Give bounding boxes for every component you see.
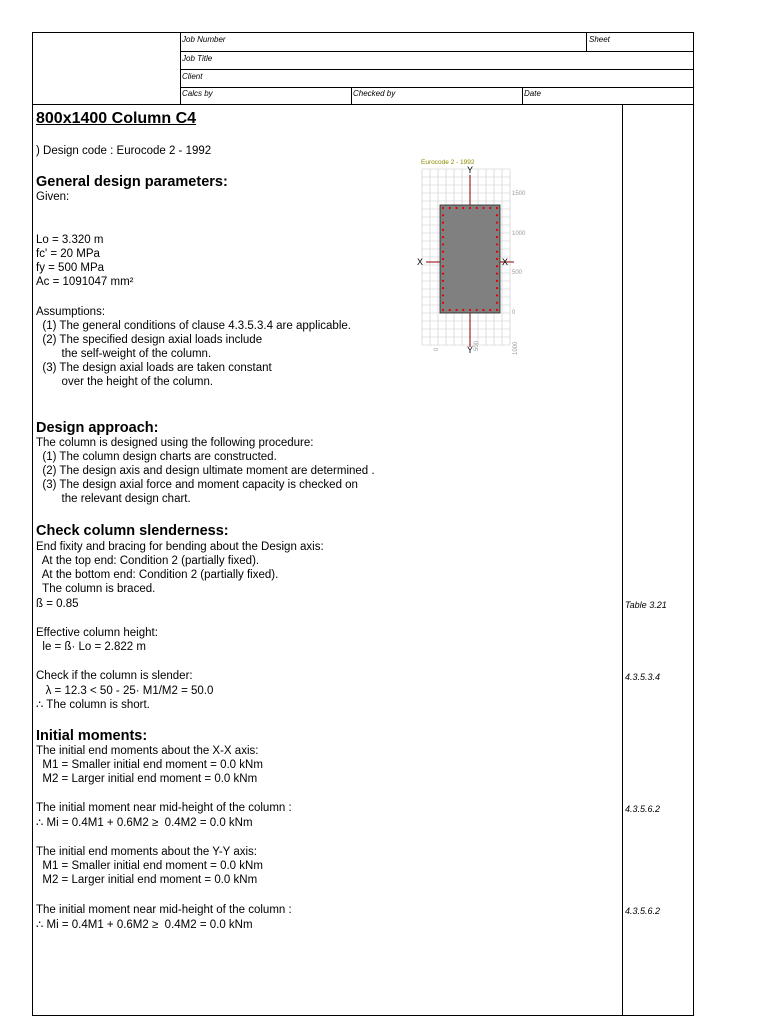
axis-y-label: Y — [467, 165, 474, 175]
rebar — [496, 221, 498, 223]
frame-checked-divider — [351, 87, 352, 105]
frame-right — [693, 32, 694, 1016]
moments-heading: Initial moments: — [36, 728, 148, 744]
ref-4-3-5-6-2-b: 4.3.5.6.2 — [625, 906, 661, 916]
column-section — [440, 205, 500, 313]
rebar — [496, 236, 498, 238]
rebar — [496, 272, 498, 274]
rebar — [469, 309, 471, 311]
xx-m2: M2 = Larger initial end moment = 0.0 kNm — [36, 773, 258, 785]
date-label: Date — [524, 89, 541, 98]
rebar — [442, 243, 444, 245]
slender-heading: Check column slenderness: — [36, 523, 229, 539]
frame-row3 — [180, 87, 694, 88]
ref-4-3-5-6-2-a: 4.3.5.6.2 — [625, 804, 661, 814]
effective-height-value: le = ß· Lo = 2.822 m — [36, 641, 146, 653]
job-number-label: Job Number — [182, 35, 226, 44]
rebar — [482, 207, 484, 209]
yy-moments-label: The initial end moments about the Y-Y axis: — [36, 846, 257, 858]
rebar — [455, 309, 457, 311]
rebar — [496, 294, 498, 296]
frame-date-divider — [522, 87, 523, 105]
rebar — [449, 309, 451, 311]
rebar — [442, 258, 444, 260]
assumption-1: (1) The general conditions of clause 4.3.5.3.4 are applicable. — [36, 320, 351, 332]
rebar — [496, 302, 498, 304]
rebar — [496, 251, 498, 253]
rebar — [496, 309, 498, 311]
rebar — [462, 309, 464, 311]
fy-value: fy = 500 MPa — [36, 262, 105, 274]
rebar — [482, 309, 484, 311]
axis-x-label-right: X — [502, 257, 509, 267]
slender-check-label: Check if the column is slender: — [36, 670, 193, 682]
approach-step-3b: the relevant design chart. — [36, 493, 191, 505]
approach-step-2: (2) The design axis and design ultimate moment are determined . — [36, 465, 375, 477]
approach-step-1: (1) The column design charts are constructed. — [36, 451, 277, 463]
rebar — [489, 309, 491, 311]
tick-right-label: 0 — [512, 310, 516, 316]
tick-right-label: 1000 — [512, 231, 526, 237]
rebar — [442, 280, 444, 282]
rebar — [442, 302, 444, 304]
tick-right-label: 500 — [512, 270, 523, 276]
approach-intro: The column is designed using the following procedure: — [36, 437, 314, 449]
lo-value: Lo = 3.320 m — [36, 234, 104, 246]
frame-bottom — [32, 1015, 694, 1016]
yy-m2: M2 = Larger initial end moment = 0.0 kNm — [36, 874, 258, 886]
job-title-label: Job Title — [182, 54, 213, 63]
top-end-line: At the top end: Condition 2 (partially fixed). — [36, 555, 260, 567]
rebar — [496, 287, 498, 289]
approach-heading: Design approach: — [36, 420, 159, 436]
frame-top — [32, 32, 694, 33]
approach-step-3: (3) The design axial force and moment capacity is checked on — [36, 479, 358, 491]
xx-m1: M1 = Smaller initial end moment = 0.0 kNm — [36, 759, 263, 771]
frame-sheet-divider — [586, 32, 587, 52]
tick-right-label: 1500 — [512, 191, 526, 197]
rebar — [442, 294, 444, 296]
mi-value-1: ∴ Mi = 0.4M1 + 0.6M2 ≥ 0.4M2 = 0.0 kNm — [36, 817, 253, 829]
rebar — [442, 287, 444, 289]
page-title: 800x1400 Column C4 — [36, 110, 197, 127]
rebar — [442, 309, 444, 311]
design-code: ) Design code : Eurocode 2 - 1992 — [36, 145, 212, 157]
rebar — [442, 229, 444, 231]
rebar — [442, 214, 444, 216]
rebar — [476, 207, 478, 209]
rebar — [442, 207, 444, 209]
rebar — [442, 265, 444, 267]
rebar — [496, 214, 498, 216]
rebar — [496, 265, 498, 267]
frame-row2 — [180, 69, 694, 70]
fc-value: fc' = 20 MPa — [36, 248, 100, 260]
mid-height-label-1: The initial moment near mid-height of the column : — [36, 802, 292, 814]
tick-bottom-label: 1000 — [513, 341, 519, 355]
assumption-3: (3) The design axial loads are taken constant — [36, 362, 272, 374]
short-column-result: ∴ The column is short. — [36, 699, 150, 711]
ac-value: Ac = 1091047 mm² — [36, 276, 134, 288]
rebar — [442, 221, 444, 223]
rebar — [462, 207, 464, 209]
calcs-by-label: Calcs by — [182, 89, 213, 98]
frame-row4 — [32, 104, 694, 105]
frame-ref-column — [622, 104, 623, 1016]
code-label: Eurocode 2 - 1992 — [421, 159, 475, 166]
assumption-2: (2) The specified design axial loads include — [36, 334, 263, 346]
checked-by-label: Checked by — [353, 89, 396, 98]
rebar — [489, 207, 491, 209]
tick-bottom-label: 500 — [474, 340, 480, 351]
braced-line: The column is braced. — [36, 583, 156, 595]
lambda-value: λ = 12.3 < 50 - 25· M1/M2 = 50.0 — [36, 685, 214, 697]
rebar — [442, 272, 444, 274]
mid-height-label-2: The initial moment near mid-height of the column : — [36, 904, 292, 916]
frame-left — [32, 32, 33, 1016]
assumption-2b: the self-weight of the column. — [36, 348, 212, 360]
rebar — [455, 207, 457, 209]
mi-value-2: ∴ Mi = 0.4M1 + 0.6M2 ≥ 0.4M2 = 0.0 kNm — [36, 919, 253, 931]
yy-m1: M1 = Smaller initial end moment = 0.0 kNm — [36, 860, 263, 872]
ref-4-3-5-3-4: 4.3.5.3.4 — [625, 672, 661, 682]
rebar — [496, 258, 498, 260]
rebar — [476, 309, 478, 311]
bottom-end-line: At the bottom end: Condition 2 (partially fixed). — [36, 569, 279, 581]
assumption-3b: over the height of the column. — [36, 376, 214, 388]
fixity-line: End fixity and bracing for bending about the Design axis: — [36, 541, 324, 553]
given-label: Given: — [36, 191, 70, 203]
sheet-label: Sheet — [589, 35, 610, 44]
client-label: Client — [182, 72, 203, 81]
axis-x-label: X — [417, 257, 424, 267]
assumptions-label: Assumptions: — [36, 306, 106, 318]
rebar — [496, 280, 498, 282]
frame-row1 — [180, 51, 694, 52]
rebar — [442, 251, 444, 253]
column-section-diagram — [412, 155, 532, 355]
frame-header-divider — [180, 32, 181, 105]
rebar — [496, 243, 498, 245]
effective-height-label: Effective column height: — [36, 627, 158, 639]
rebar — [442, 236, 444, 238]
tick-bottom-label: 0 — [434, 347, 440, 351]
rebar — [469, 207, 471, 209]
rebar — [449, 207, 451, 209]
ref-table-3-21: Table 3.21 — [625, 600, 667, 610]
rebar — [496, 207, 498, 209]
rebar — [496, 229, 498, 231]
xx-moments-label: The initial end moments about the X-X axis: — [36, 745, 259, 757]
beta-value: ß = 0.85 — [36, 598, 79, 610]
axis-y-label-bottom: Y — [467, 345, 474, 355]
general-heading: General design parameters: — [36, 174, 228, 190]
